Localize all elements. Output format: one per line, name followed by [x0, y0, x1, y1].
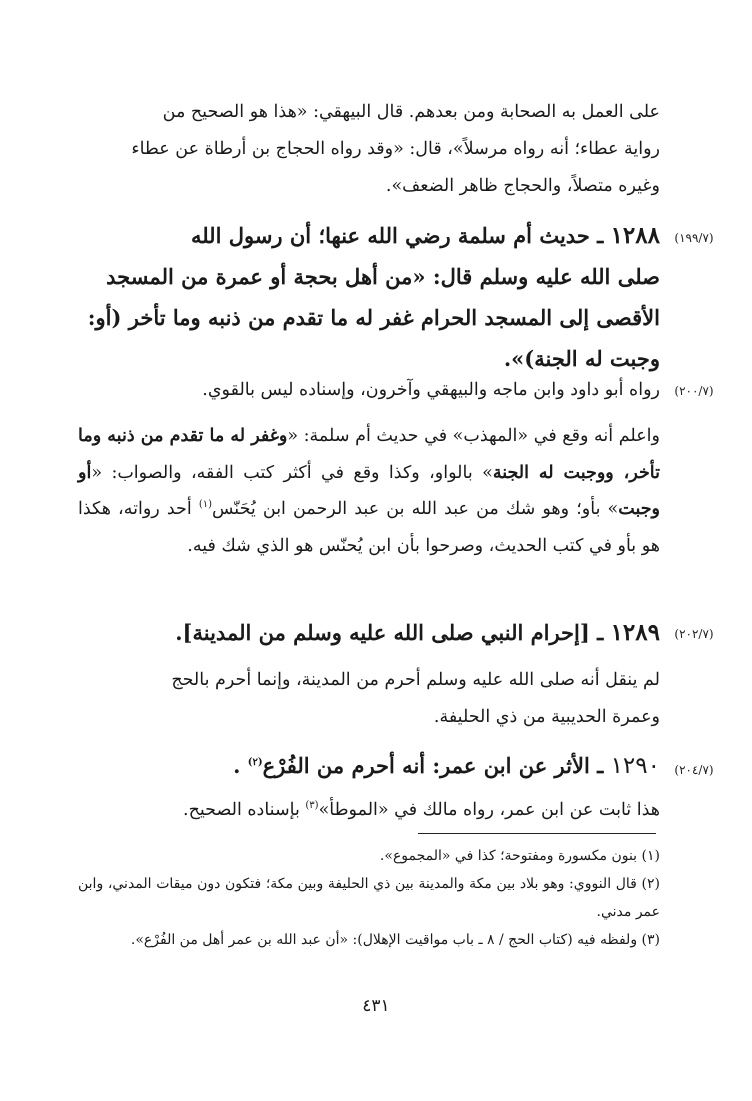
text-line: وغيره متصلاً، والحجاج ظاهر الضعف».	[385, 176, 660, 196]
bold-quote: وغفر له ما تقدم من ذنبه وما تأخر، ووجبت له الجنة	[78, 426, 660, 483]
text-run: أحد رواته، هكذا هو بأو في كتب الحديث، وصرحوا بأن ابن يُحنّس هو الذي شك فيه.	[78, 499, 660, 556]
paragraph-muhadhdhab-note	[78, 418, 660, 564]
section-1290	[78, 745, 660, 787]
paragraph-bayhaqi-quote	[78, 94, 660, 205]
section-number: ١٢٩٠	[610, 753, 660, 779]
text-line: وعمرة الحديبية من ذي الحليفة.	[433, 707, 660, 727]
section-title: ـ الأثر عن ابن عمر: أنه أحرم من الفُرْع	[262, 753, 604, 778]
page-number: ٤٣١	[362, 996, 390, 1016]
hadith-heading-line	[78, 215, 660, 256]
section-number: ١٢٨٩	[610, 619, 660, 646]
footnote-marker: (٢)	[247, 757, 263, 768]
paragraph-ihram-madinah	[78, 662, 660, 736]
text-line: رواية عطاء؛ أنه رواه مرسلاً»، قال: «وقد رواه الحجاج بن أرطاة عن عطاء	[131, 139, 660, 159]
margin-reference: (٢٠٤/٧)	[674, 763, 714, 777]
text-line: لم ينقل أنه صلى الله عليه وسلم أحرم من المدينة، وإنما أحرم بالحج	[171, 670, 660, 690]
text-run: » بالواو، وكذا وقع في أكثر كتب الفقه، والصواب: «	[91, 462, 493, 483]
paragraph-muwatta	[78, 792, 660, 829]
hadith-1288	[78, 215, 660, 379]
text-line: رواه أبو داود وابن ماجه والبيهقي وآخرون، وإسناده ليس بالقوي.	[202, 380, 660, 400]
section-heading	[78, 612, 660, 653]
footnotes	[78, 842, 660, 954]
footnote-separator	[418, 833, 656, 834]
section-1289	[78, 612, 660, 653]
footnote-marker: (٣)	[305, 800, 319, 812]
text-run: » بأو؛ وهو شك من عبد الله بن عبد الرحمن ابن يُحَنّس	[212, 499, 619, 519]
text-run: واعلم أنه وقع في «المهذب» في حديث أم سلمة: «	[287, 426, 660, 446]
footnote-marker: (١)	[198, 499, 212, 511]
hadith-text: الأقصى إلى المسجد الحرام غفر له ما تقدم من ذنبه وما تأخر (أو:	[87, 305, 660, 330]
footnote-2: (٢) قال النووي: وهو بلاد بين مكة والمدينة بين ذي الحليفة وبين مكة؛ فتكون دون ميقات المدني، وابن عمر مدني.	[78, 876, 660, 920]
hadith-text: ـ حديث أم سلمة رضي الله عنها؛ أن رسول الله	[190, 223, 604, 248]
footnote-3: (٣) ولفظه فيه (كتاب الحج / ٨ ـ باب مواقيت الإهلال): «أن عبد الله بن عمر أهل من الفُرْع».	[130, 932, 660, 948]
margin-reference: (١٩٩/٧)	[674, 231, 714, 245]
section-heading	[78, 745, 660, 787]
hadith-number: ١٢٨٨	[610, 222, 660, 249]
text-line: على العمل به الصحابة ومن بعدهم. قال البيهقي: «هذا هو الصحيح من	[162, 102, 660, 122]
section-end: .	[233, 753, 241, 778]
margin-reference: (٢٠٢/٧)	[674, 627, 714, 641]
margin-reference: (٢٠٠/٧)	[674, 384, 714, 398]
hadith-text: وجبت له الجنة)».	[503, 346, 660, 371]
text-run: بإسناده الصحيح.	[183, 800, 306, 820]
section-title: ـ [إحرام النبي صلى الله عليه وسلم من المدينة].	[175, 620, 604, 645]
hadith-text: صلى الله عليه وسلم قال: «من أهل بحجة أو عمرة من المسجد	[106, 264, 660, 289]
paragraph-narrators	[78, 372, 660, 409]
bold-quote: أو وجبت	[78, 462, 660, 519]
text-run: هذا ثابت عن ابن عمر، رواه مالك في «الموطأ»	[318, 800, 660, 820]
footnote-1: (١) بنون مكسورة ومفتوحة؛ كذا في «المجموع».	[379, 848, 660, 864]
